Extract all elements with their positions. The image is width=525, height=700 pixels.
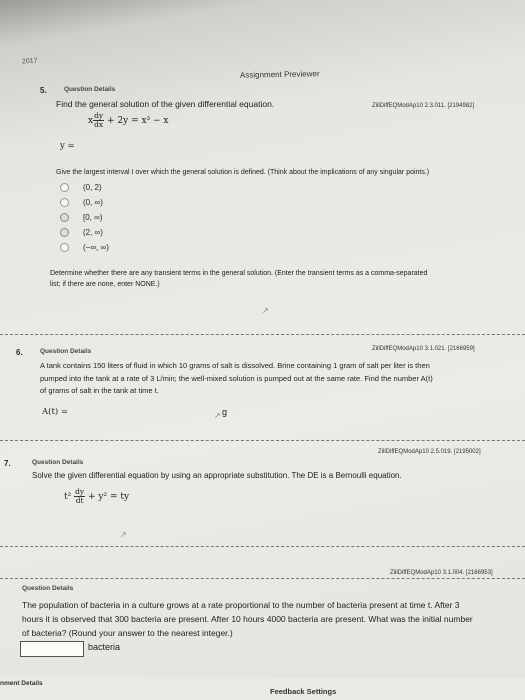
radio-icon[interactable] bbox=[60, 183, 69, 192]
question-7-text: Solve the given differential equation by using an appropriate substitution. The DE is a Bernoulli equation. bbox=[32, 471, 402, 480]
edit-cursor-icon: ↗ bbox=[262, 306, 269, 315]
option-label: (0, ∞) bbox=[83, 198, 103, 207]
section-divider bbox=[0, 546, 525, 547]
question-7-id: ZillDiffEQModAp10 2.5.019. [2195002] bbox=[378, 449, 481, 455]
corner-label: 2017 bbox=[21, 57, 38, 66]
question-8-answer-input[interactable] bbox=[20, 641, 84, 657]
question-8-details-link[interactable]: Question Details bbox=[22, 585, 74, 592]
question-8-line: The population of bacteria in a culture grows at a rate proportional to the number of bacteria present at time t. After 3 bbox=[22, 600, 460, 610]
eq-num: dy bbox=[75, 487, 85, 496]
section-divider bbox=[0, 440, 525, 441]
eq-num: dy bbox=[94, 111, 104, 120]
eq-rest: + y² = ty bbox=[88, 492, 130, 502]
question-6-details-link[interactable]: Question Details bbox=[40, 348, 92, 355]
option-label: (2, ∞) bbox=[83, 228, 103, 237]
page-title: Assignment Previewer bbox=[239, 69, 320, 80]
eq-den: dt bbox=[75, 496, 84, 505]
eq-den: dx bbox=[94, 120, 104, 129]
question-6-line: of grams of salt in the tank at time t. bbox=[40, 386, 159, 395]
option-label: [0, ∞) bbox=[83, 213, 103, 222]
eq-pre: t² bbox=[64, 492, 72, 502]
option-label: (−∞, ∞) bbox=[83, 243, 109, 252]
radio-icon[interactable] bbox=[60, 243, 69, 252]
footer-bar bbox=[0, 678, 525, 700]
question-6-line: A tank contains 150 liters of fluid in which 10 grams of salt is dissolved. Brine containing 1 gram of salt per liter is then bbox=[40, 361, 430, 370]
question-8-id: ZillDiffEQModAp10 3.1.004. [2166953] bbox=[390, 570, 493, 576]
question-8-line: of bacteria? (Round your answer to the nearest integer.) bbox=[22, 628, 233, 638]
question-7-details-link[interactable]: Question Details bbox=[32, 459, 84, 466]
question-6-line: pumped into the tank at a rate of 3 L/min; the well-mixed solution is pumped out at the same rate. Find the number A(t) bbox=[40, 373, 433, 383]
question-5-id: ZillDiffEQModAp10 2.3.011. [2194982] bbox=[372, 103, 475, 109]
footer-feedback-settings[interactable]: Feedback Settings bbox=[270, 687, 337, 696]
interval-option-5[interactable] bbox=[60, 243, 109, 252]
question-5-details-link[interactable]: Question Details bbox=[64, 86, 116, 93]
question-6-answer-label: A(t) = bbox=[42, 407, 69, 417]
eq-rest: + 2y = x³ − x bbox=[107, 116, 169, 126]
question-8-line: hours it is observed that 300 bacteria are present. After 10 hours 4000 bacteria are present. What was the initial number bbox=[22, 614, 473, 624]
question-7-number: 7. bbox=[4, 459, 11, 468]
transient-prompt-line: Determine whether there are any transient terms in the general solution. (Enter the transient terms as a comma-separated bbox=[50, 270, 428, 277]
question-6-unit: g bbox=[222, 407, 228, 417]
y-answer-label: y = bbox=[60, 141, 75, 151]
transient-prompt bbox=[50, 268, 427, 290]
question-6-text bbox=[40, 360, 433, 398]
question-6-number: 6. bbox=[16, 348, 23, 357]
question-5-prompt: Find the general solution of the given differential equation. bbox=[56, 99, 275, 109]
question-6-id: ZillDiffEQModAp10 3.1.021. [2166959] bbox=[372, 346, 475, 352]
radio-icon[interactable] bbox=[60, 198, 69, 207]
interval-option-1[interactable] bbox=[60, 183, 102, 192]
interval-option-3[interactable] bbox=[60, 213, 102, 222]
section-divider bbox=[0, 334, 525, 335]
question-8-text bbox=[22, 598, 473, 640]
radio-icon[interactable] bbox=[60, 213, 69, 222]
question-5-number: 5. bbox=[40, 86, 47, 95]
eq-derivative bbox=[74, 488, 85, 505]
transient-prompt-line: list; if there are none, enter NONE.) bbox=[50, 281, 160, 288]
interval-option-2[interactable] bbox=[60, 198, 103, 207]
question-7-equation bbox=[64, 488, 129, 505]
question-5-equation bbox=[88, 112, 169, 129]
option-label: (0, 2) bbox=[83, 183, 102, 192]
edit-cursor-icon: ↗ bbox=[214, 411, 221, 420]
radio-icon[interactable] bbox=[60, 228, 69, 237]
edit-cursor-icon: ↗ bbox=[120, 530, 127, 539]
section-divider bbox=[0, 578, 525, 579]
eq-derivative bbox=[93, 112, 104, 129]
interval-prompt: Give the largest interval I over which the general solution is defined. (Think about the implications of any singular points.) bbox=[56, 169, 430, 176]
interval-option-4[interactable] bbox=[60, 228, 103, 237]
footer-assignment-details[interactable]: nment Details bbox=[0, 680, 43, 687]
question-8-unit: bacteria bbox=[88, 642, 121, 652]
eq-x: x bbox=[88, 116, 94, 126]
